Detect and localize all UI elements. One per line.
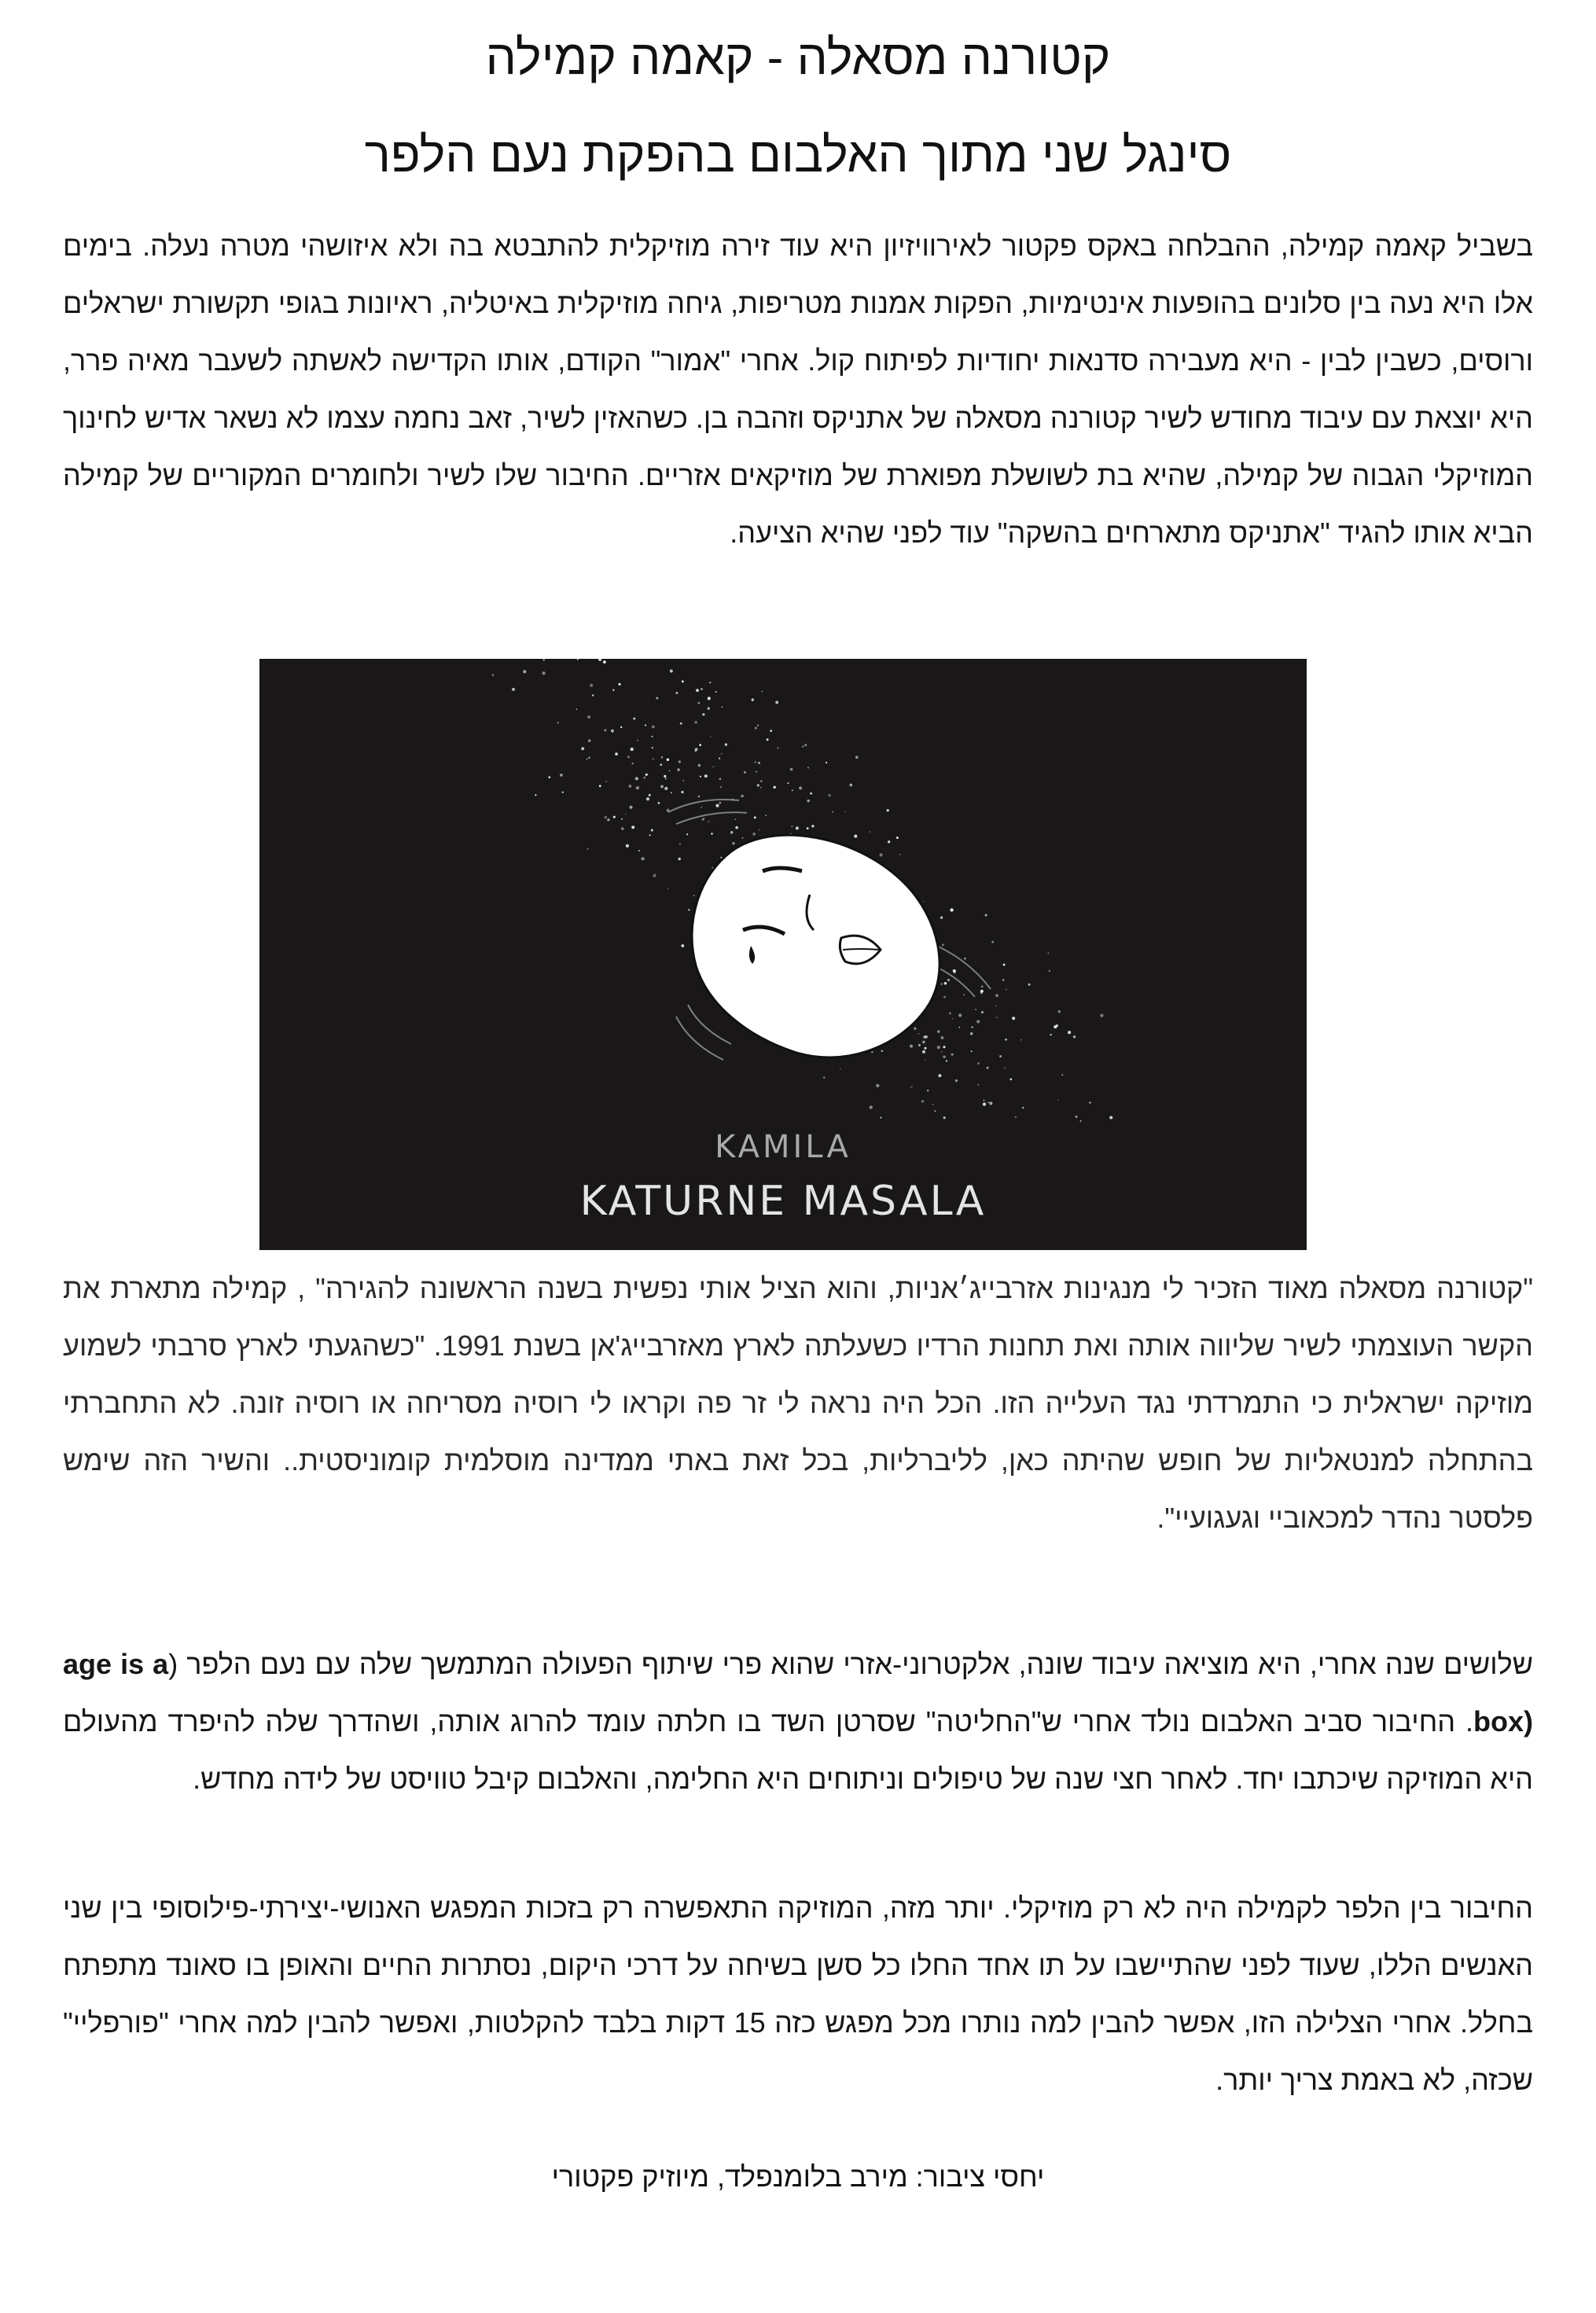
star-dot [680,723,682,725]
star-dot [682,680,684,682]
star-dot [963,994,965,995]
star-dot [752,698,754,701]
star-dot [1003,964,1006,966]
subtitle: סינגל שני מתוך האלבום בהפקת נעם הלפר [364,128,1232,182]
star-dot [632,763,634,764]
star-dot [876,1084,879,1087]
star-dot [664,775,666,778]
cover-song-title: KATURNE MASALA [579,1178,987,1225]
star-dot [932,1104,933,1105]
star-dot [775,701,778,704]
project-name-text: age is a box) [63,1648,1533,1738]
star-dot [946,983,947,984]
star-dot [712,766,714,767]
star-dot [886,809,888,811]
star-dot [977,1062,980,1065]
star-dot [760,780,763,782]
star-dot [626,844,629,848]
star-dot [708,697,711,700]
star-dot [636,786,639,789]
star-dot [854,835,857,838]
star-dot [910,1045,913,1048]
star-dot [669,770,671,772]
star-dot [635,777,638,780]
star-dot [976,1020,980,1023]
star-dot [642,857,645,860]
star-dot [1012,1017,1015,1020]
star-dot [686,833,688,835]
star-dot [1004,1067,1006,1068]
star-dot [588,757,590,759]
star-dot [721,753,722,754]
star-dot [696,689,699,692]
star-dot [937,1030,940,1032]
star-dot [921,1100,924,1102]
star-dot [787,782,789,784]
star-dot [681,944,684,947]
star-dot [683,780,685,781]
star-dot [730,831,734,834]
star-dot [1100,1013,1103,1017]
star-dot [557,722,559,723]
star-dot [670,670,673,673]
star-dot [888,840,890,843]
star-dot [605,781,607,782]
star-dot [645,774,648,776]
star-dot [951,1054,954,1056]
paragraph-intro: בשביל קאמה קמילה, ההבלחה באקס פקטור לאירוויזיון היא עוד זירה מוזיקלית להתבטא בה ולא איזושהי מטרה נעלה. בימים אלו היא נעה בין סלונים בהופעות אינטימיות, הפקות אמנות מטריפות, גיחה מוזיקלית באיטליה, ראיונות בגופי תקשורת ישראלים ורוסים, כשבין לבין - היא מעבירה סדנאות יחודיות לפיתוח קול. אחרי "אמור" הקודם, אותו הקדישה לאשתה לשעבר מאיה פרר, היא יוצאת עם עיבוד מחודש לשיר קטורנה מסאלה של אתניקס וזהבה בן. כשהאזין לשיר, זאב נחמה עצמו לא נשאר אדיש לחינוך המוזיקלי הגבוה של קמילה, שהיא בת לשושלת מפוארת של מוזיקאים אזריים. החיבור שלו לשיר ולחומרים המקוריים של קמילה הביא אותו להגיד "אתניקס מתארחים בהשקה" עוד לפני שהיא הציעה. [63,230,1533,549]
star-dot [881,1050,883,1052]
star-dot [1080,1120,1082,1122]
star-dot [880,1117,881,1119]
star-dot [1089,1101,1090,1103]
star-dot [542,671,545,675]
star-dot [1076,1116,1078,1118]
star-dot [940,1036,943,1039]
star-dot [871,1051,873,1053]
star-dot [653,874,656,877]
star-dot [981,986,984,988]
star-dot [767,738,769,741]
star-dot [807,767,809,768]
star-dot [1050,1034,1051,1035]
star-dot [777,747,778,748]
star-dot [735,818,736,819]
star-dot [627,756,630,758]
star-dot [742,837,744,839]
star-dot [757,784,759,786]
star-dot [653,759,654,760]
star-dot [991,941,994,943]
star-dot [949,1013,951,1015]
star-dot [631,826,634,829]
star-dot [765,815,767,816]
star-dot [621,818,623,820]
star-dot [823,1076,825,1078]
star-dot [950,908,953,911]
star-dot [757,724,759,726]
star-dot [605,816,607,818]
star-dot [667,759,669,761]
paragraph-collaboration-part1: שלושים שנה אחרי, היא מוציאה עיבוד שונה, אלקטרוני-אזרי שהוא פרי שיתוף הפעולה המתמשך שלה עם נעם הלפר ( [168,1648,1533,1680]
star-dot [796,826,799,829]
star-dot [637,740,638,741]
star-dot [694,721,697,724]
star-dot [845,811,846,812]
star-dot [870,1105,873,1109]
star-dot [619,683,621,686]
star-dot [941,1051,942,1052]
star-dot [1022,1107,1024,1109]
star-dot [754,816,756,818]
star-dot [560,774,563,777]
star-dot [681,791,683,793]
pr-credit: יחסי ציבור: מירב בלומנפלד, מיוזיק פקטורי [551,2160,1045,2193]
star-dot [943,996,946,998]
star-dot [955,1079,958,1082]
star-dot [697,702,700,704]
star-dot [995,1005,996,1006]
star-dot [943,1046,945,1048]
star-dot [1061,1074,1063,1076]
star-dot [651,736,653,737]
star-dot [661,756,663,758]
star-dot [664,778,667,780]
star-dot [959,1027,961,1028]
star-dot [645,724,646,726]
star-dot [604,729,606,731]
star-dot [704,774,708,778]
star-dot [752,833,756,836]
star-dot [1005,1039,1007,1041]
star-dot [1048,952,1050,954]
star-dot [840,1068,841,1070]
star-dot [923,901,924,902]
star-dot [810,792,812,795]
star-dot [970,1032,973,1035]
star-dot [744,771,746,774]
star-dot [922,1041,925,1044]
star-dot [943,1116,946,1119]
star-dot [592,694,594,696]
star-dot [675,692,678,694]
star-dot [1049,970,1050,972]
star-dot [1020,1039,1021,1040]
star-dot [664,787,667,790]
star-dot [581,747,584,750]
star-dot [1002,979,1005,981]
star-dot [981,1011,984,1013]
star-dot [646,797,649,800]
star-dot [699,744,701,746]
star-dot [678,760,681,763]
star-dot [694,750,697,752]
star-dot [756,771,757,773]
star-dot [715,691,717,693]
star-dot [598,659,601,661]
star-dot [625,814,626,815]
star-dot [911,1086,913,1087]
main-title: קטורנה מסאלה - קאמה קמילה [485,31,1111,85]
star-dot [607,818,609,821]
star-dot [983,1102,986,1105]
star-dot [996,1017,998,1019]
star-dot [804,744,807,746]
star-dot [615,752,618,756]
star-dot [732,842,734,844]
star-dot [620,726,623,729]
star-dot [492,674,495,676]
star-dot [741,795,744,798]
star-dot [942,943,944,946]
star-dot [925,1035,928,1039]
star-dot [987,1101,989,1103]
star-dot [1010,1078,1013,1080]
star-dot [656,697,658,699]
star-dot [826,762,827,763]
star-dot [621,827,624,830]
star-dot [587,715,590,719]
star-dot [940,983,943,985]
star-dot [755,727,757,730]
star-dot [770,730,772,732]
star-dot [774,786,776,789]
star-dot [638,850,640,851]
star-dot [869,831,870,833]
star-dot [576,708,577,709]
star-dot [807,800,810,803]
star-dot [710,736,711,737]
star-dot [701,688,702,689]
star-dot [792,790,793,792]
star-dot [1015,1116,1017,1118]
star-dot [971,1026,973,1028]
star-dot [722,706,723,708]
star-dot [947,979,950,981]
star-dot [995,994,998,997]
star-dot [613,816,616,818]
star-dot [790,768,793,771]
star-dot [702,713,704,715]
star-dot [719,757,720,759]
star-dot [535,794,536,796]
star-dot [633,717,635,719]
star-dot [643,777,645,779]
star-dot [855,756,859,759]
paragraph-quote: "קטורנה מסאלה מאוד הזכיר לי מנגינות אזרבייג׳אניות, והוא הציל אותי נפשית בשנה הראשונה להגירה" , קמילה מתארת את הקשר העוצמתי לשיר שליווה אותה ואת תחנות הרדיו כשעלתה לארץ מאזרבייג'אן בשנת 1991. "כשהגעתי לארץ סרבתי לשמוע מוזיקה ישראלית כי התמרדתי נגד העלייה הזו. הכל היה נראה לי זר פה וקראו לי רוסיה מסריחה או רוסיה זונה. לא התחברתי בהתחלה למנטאליות של חופש שהיתה כאן, לליברליות, בכל זאת באתי ממדינה מוסלמית קומוניסטית.. והשיר הזה שימש פלסטר נהדר למכאוביי וגעגועיי". [63,1272,1533,1534]
star-dot [704,818,705,819]
star-dot [880,853,883,856]
star-dot [943,1056,946,1059]
star-dot [1073,1035,1076,1039]
star-dot [725,743,727,745]
star-dot [989,1101,992,1105]
star-dot [590,684,593,687]
star-dot [677,768,680,771]
star-dot [896,837,899,839]
star-dot [688,909,690,910]
star-dot [807,827,809,829]
star-dot [735,826,738,829]
star-dot [715,804,719,807]
star-dot [671,792,672,793]
star-dot [938,1074,941,1077]
star-dot [658,802,660,804]
star-dot [953,969,956,973]
star-dot [849,784,852,787]
star-dot [760,787,761,788]
star-dot [958,1013,962,1017]
star-dot [1028,984,1031,986]
star-dot [937,1046,940,1049]
star-dot [523,670,526,673]
star-dot [649,834,651,836]
star-dot [811,825,814,827]
star-dot [910,1087,912,1088]
star-dot [693,895,695,896]
star-dot [629,785,632,788]
star-dot [562,792,564,793]
paragraph-connection: החיבור בין הלפר לקמילה היה לא רק מוזיקלי. יותר מזה, המוזיקה התאפשרה רק בזכות המפגש האנושי-יצירתי-פילוסופי בין שני האנשים הללו, שעוד לפני שהתיישבו על תו אחד החלו כל סשן בשיחה על דרכי היקום, נסתרות החיים והאופן בו סאונד מתפתח בחלל. אחרי הצלילה הזו, אפשר להבין למה נותרו מכל מפגש כזה 15 דקות בלבד להקלטות, ואפשר להבין למה אחרי "פורפליי" שכזה, לא באמת צריך יותר. [63,1892,1534,2096]
paragraph-collaboration [63,1635,1533,1807]
star-dot [719,778,722,781]
paragraph-collaboration-part2: . החיבור סביב האלבום נולד אחרי ש"החליטה" שסרטן השד בו חלתה עומד להרוג אותה, ושהדרך שלה להיפרד מהעולם היא המוזיקה שיכתבו יחד. לאחר חצי שנה של טיפולים וניתוחים היא החלימה, והאלבום קיבל טוויסט של לידה מחדש. [63,1705,1533,1795]
star-dot [603,660,606,664]
star-dot [629,806,632,809]
star-dot [799,786,802,789]
star-dot [935,1110,936,1112]
star-dot [698,796,700,797]
album-cover-image [259,659,1307,1250]
star-dot [631,748,634,751]
star-dot [964,958,966,960]
star-dot [719,802,721,804]
star-dot [599,785,601,787]
star-dot [709,682,711,683]
star-dot [802,746,804,748]
star-dot [720,786,722,788]
star-dot [754,761,756,763]
star-dot [918,1033,920,1035]
star-dot [762,691,763,692]
star-dot [708,707,710,709]
star-dot [1109,1116,1112,1119]
star-dot [922,1050,925,1054]
star-dot [679,844,681,845]
star-dot [832,811,833,813]
star-dot [587,759,588,760]
star-dot [542,659,545,660]
star-dot [701,807,702,808]
star-dot [971,1050,973,1052]
star-dot [512,688,515,691]
star-dot [1068,1031,1071,1034]
star-dot [952,1018,953,1019]
face-drawing [692,835,940,1057]
star-dot [587,848,588,850]
star-dot [649,794,651,796]
star-dot [940,916,943,918]
star-dot [548,776,550,778]
star-dot [652,726,655,729]
star-dot [611,730,614,733]
star-dot [698,764,701,767]
star-dot [612,689,614,691]
star-dot [791,826,792,827]
star-dot [758,762,760,764]
star-dot [999,1055,1002,1057]
star-dot [927,1090,929,1091]
star-dot [678,858,680,860]
star-dot [652,747,653,748]
cover-artist-name: KAMILA [715,1129,851,1165]
star-dot [660,763,662,766]
star-dot [1058,1010,1061,1013]
star-dot [577,659,579,660]
star-dot [700,776,701,778]
star-dot [660,785,664,788]
star-dot [899,854,901,855]
star-dot [1054,1025,1057,1028]
star-dot [1057,1099,1058,1100]
star-dot [980,991,983,994]
star-dot [708,821,709,822]
star-dot [914,1028,916,1030]
star-dot [946,1060,947,1061]
star-dot [925,1047,927,1050]
star-dot [588,739,591,742]
star-dot [829,794,831,796]
star-dot [975,1009,976,1010]
star-dot [984,1100,985,1101]
star-dot [711,833,712,834]
star-dot [1006,989,1007,991]
star-dot [651,829,653,832]
star-dot [918,1044,921,1046]
star-dot [977,1084,979,1086]
star-dot [987,1067,989,1069]
star-dot [985,914,987,916]
